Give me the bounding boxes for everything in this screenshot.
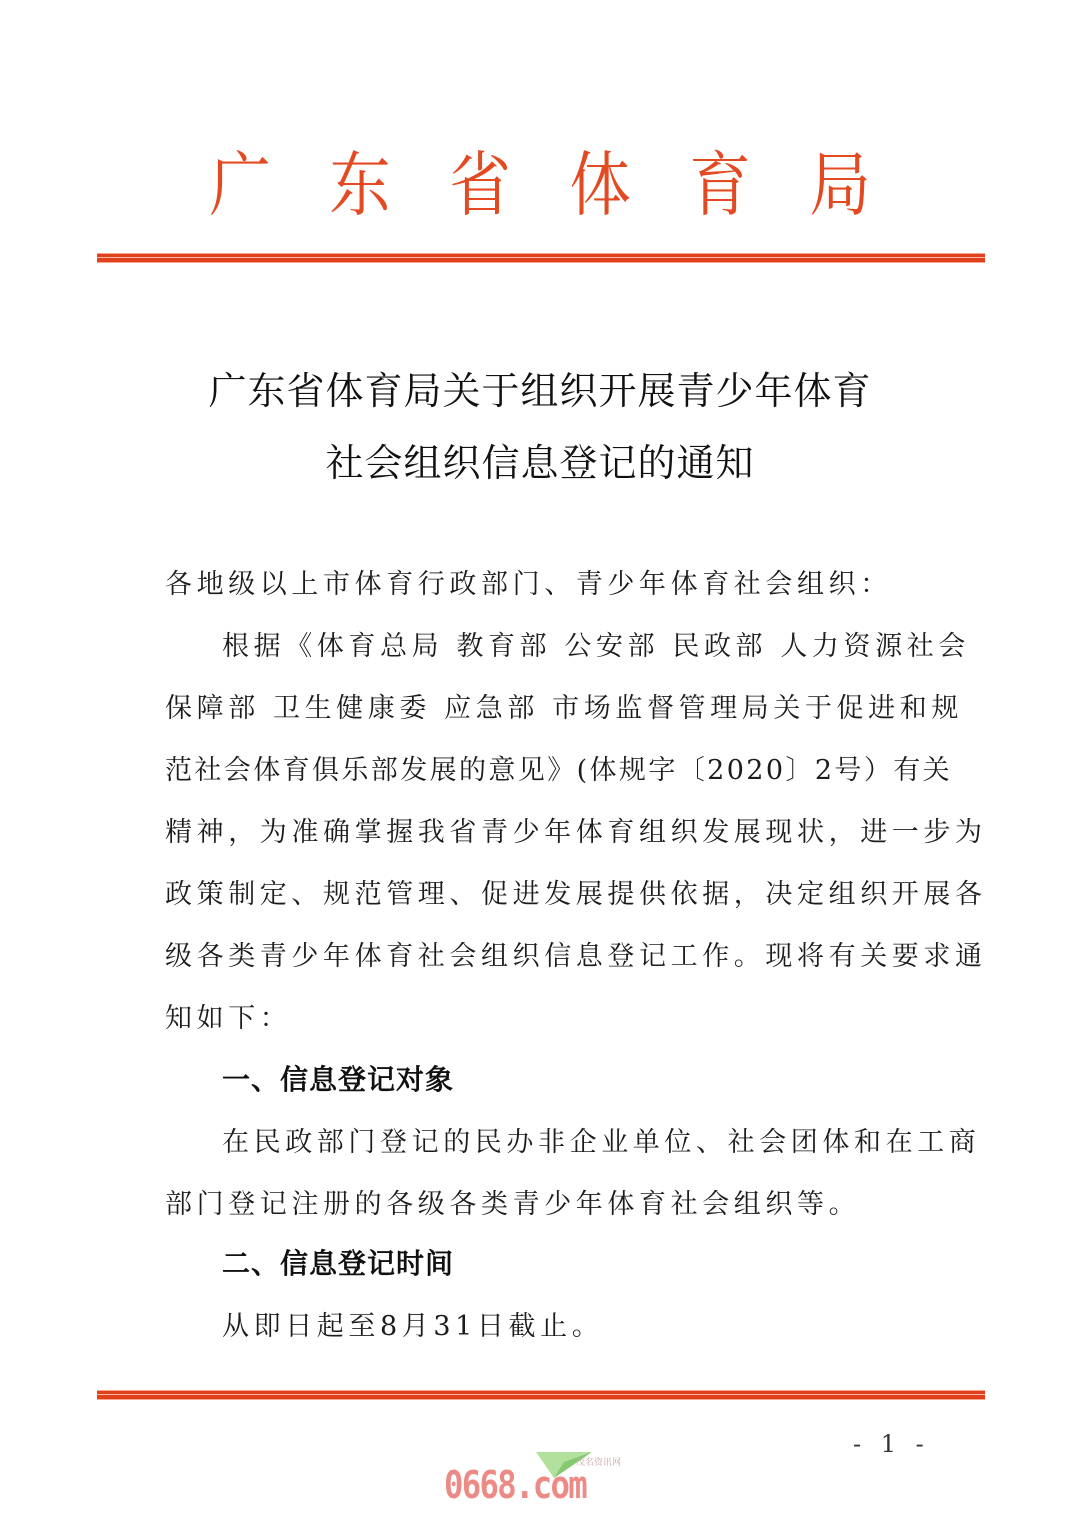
section-heading-1: 一、信息登记对象 — [222, 1063, 455, 1096]
section-heading-2: 二、信息登记时间 — [222, 1247, 455, 1280]
watermark-subtitle: 茂名资讯网 — [576, 1458, 622, 1468]
masthead-agency-name — [205, 140, 875, 230]
salutation: 各地级以上市体育行政部门、青少年体育社会组织： — [165, 569, 892, 600]
masthead-char: 体 — [569, 144, 631, 226]
masthead-char: 东 — [329, 144, 391, 226]
footer-red-rule — [97, 1390, 985, 1400]
masthead-char: 广 — [209, 144, 271, 226]
paragraph-line: 知如下： — [165, 1003, 292, 1034]
paragraph-line: 级各类青少年体育社会组织信息登记工作。现将有关要求通 — [165, 941, 987, 972]
paragraph-line: 根据《体育总局 教育部 公安部 民政部 人力资源社会 — [222, 631, 970, 662]
masthead-char: 省 — [449, 144, 511, 226]
paragraph-line: 保障部 卫生健康委 应急部 市场监督管理局关于促进和规 — [165, 693, 963, 724]
masthead-char: 局 — [809, 144, 871, 226]
masthead-char: 育 — [689, 144, 751, 226]
paragraph-line: 范社会体育俱乐部发展的意见》(体规字〔2020〕2号）有关 — [165, 755, 953, 786]
document-title-line-1: 广东省体育局关于组织开展青少年体育 — [208, 369, 872, 413]
watermark-logo — [444, 1455, 644, 1505]
paragraph-line: 政策制定、规范管理、促进发展提供依据，决定组织开展各 — [165, 879, 987, 910]
paragraph-line: 在民政部门登记的民办非企业单位、社会团体和在工商 — [222, 1127, 981, 1158]
document-title-line-2: 社会组织信息登记的通知 — [325, 441, 755, 485]
header-red-rule — [97, 253, 985, 263]
watermark-text: 0668.com — [444, 1463, 586, 1507]
paragraph-line: 从即日起至8月31日截止。 — [222, 1311, 604, 1342]
page-number: - 1 - — [853, 1430, 930, 1458]
paragraph-line: 精神，为准确掌握我省青少年体育组织发展现状，进一步为 — [165, 817, 987, 848]
paragraph-line: 部门登记注册的各级各类青少年体育社会组织等。 — [165, 1189, 861, 1220]
